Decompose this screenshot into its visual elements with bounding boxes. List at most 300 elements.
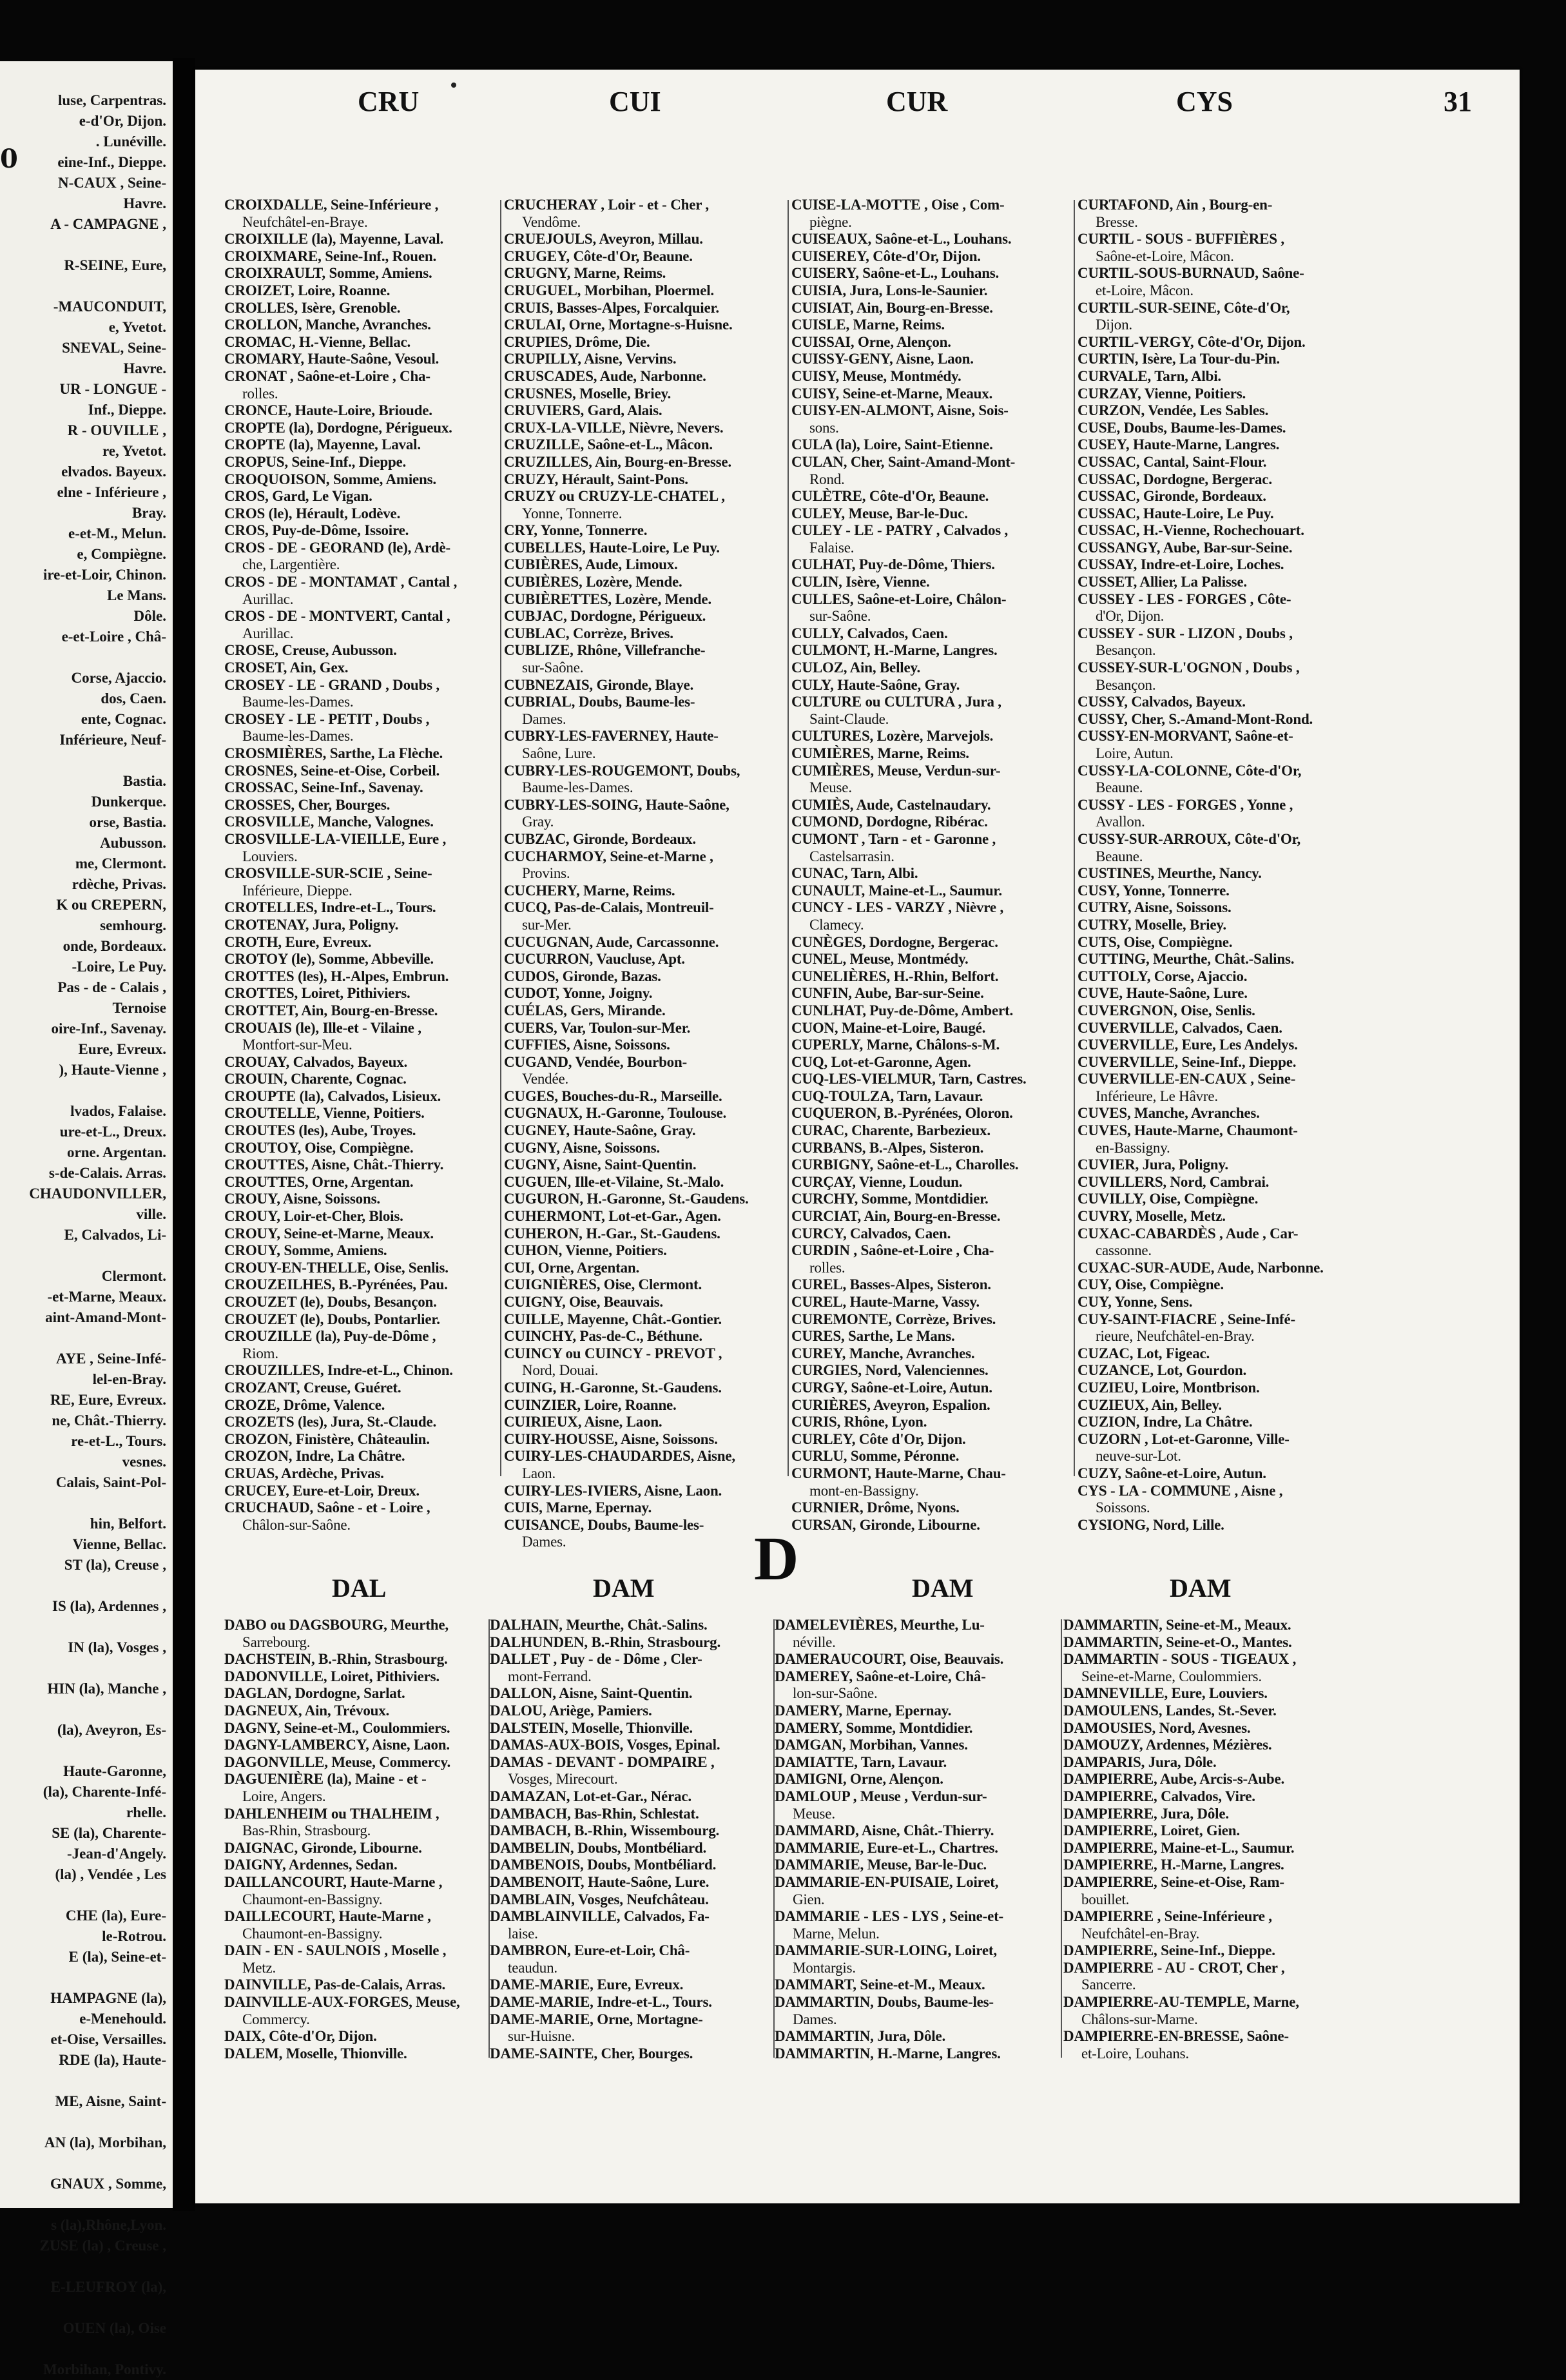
previous-page-line: [0, 2339, 169, 2359]
previous-page-line: Aubusson.: [100, 835, 166, 851]
gazetteer-entry: CROUY, Seine-et-Marne, Meaux.: [224, 1225, 434, 1242]
gazetteer-entry: CUQ-LES-VIELMUR, Tarn, Castres.: [791, 1071, 1027, 1088]
gazetteer-entry: CUZANCE, Lot, Gourdon.: [1078, 1362, 1247, 1379]
gazetteer-entry: CUGES, Bouches-du-R., Marseille.: [504, 1088, 722, 1104]
previous-page-line: IS (la), Ardennes ,: [52, 1598, 166, 1614]
gazetteer-entry: CUGAND, Vendée, Bourbon-: [504, 1053, 688, 1070]
gazetteer-entry: CRUEJOULS, Aveyron, Millau.: [504, 231, 703, 248]
previous-page-line: K ou CREPERN,: [56, 897, 166, 913]
gazetteer-entry: CUNAULT, Maine-et-L., Saumur.: [791, 882, 1002, 899]
previous-page-line: dos, Caen.: [101, 690, 166, 707]
gazetteer-entry: CUINCY ou CUINCY - PREVOT ,: [504, 1345, 722, 1361]
previous-page-line: ure-et-L., Dreux.: [59, 1124, 166, 1140]
gazetteer-entry: CURDIN , Saône-et-Loire , Cha-: [791, 1242, 994, 1259]
previous-page-line: luse, Carpentras.: [57, 92, 166, 108]
gazetteer-entry: CULEY, Meuse, Bar-le-Duc.: [791, 505, 968, 522]
gazetteer-entry: CROS - DE - MONTVERT, Cantal ,: [224, 608, 450, 625]
gazetteer-entry: DAMMARIE, Eure-et-L., Chartres.: [775, 1839, 998, 1856]
d-column-3: [775, 1617, 1058, 2062]
gazetteer-entry: DAMBELIN, Doubs, Montbéliard.: [490, 1839, 707, 1856]
entry-continuation: sur-Mer.: [522, 916, 572, 933]
gazetteer-entry: CYSIONG, Nord, Lille.: [1078, 1516, 1224, 1533]
previous-page-line: Bray.: [131, 505, 166, 521]
gazetteer-entry: CULTURES, Lozère, Marvejols.: [791, 728, 994, 745]
gazetteer-entry: CROPUS, Seine-Inf., Dieppe.: [224, 453, 407, 470]
gazetteer-entry: CUVERVILLE, Seine-Inf., Dieppe.: [1078, 1053, 1297, 1070]
gazetteer-entry: CROIXRAULT, Somme, Amiens.: [224, 265, 432, 282]
entry-continuation: lon-sur-Saône.: [793, 1685, 878, 1702]
entry-continuation: Vendée.: [522, 1071, 569, 1088]
gazetteer-entry: DAGUENIÈRE (la), Maine - et -: [224, 1771, 427, 1788]
previous-page-line: [0, 2153, 169, 2174]
previous-page-line: Dôle.: [133, 608, 166, 624]
gazetteer-entry: CUBIÈRETTES, Lozère, Mende.: [504, 590, 711, 607]
gazetteer-entry: DAME-SAINTE, Cher, Bourges.: [490, 2045, 693, 2062]
previous-page-line: Inf., Dieppe.: [88, 402, 166, 418]
entry-continuation: sons.: [809, 419, 839, 436]
entry-continuation: Gien.: [793, 1891, 825, 1907]
previous-page-line: Havre.: [123, 195, 166, 211]
gazetteer-entry: CULHAT, Puy-de-Dôme, Thiers.: [791, 556, 995, 573]
gazetteer-entry: DAIX, Côte-d'Or, Dijon.: [224, 2028, 377, 2045]
gazetteer-entry: CUZAC, Lot, Figeac.: [1078, 1345, 1210, 1361]
gazetteer-entry: CROUY, Loir-et-Cher, Blois.: [224, 1208, 403, 1225]
gazetteer-entry: DADONVILLE, Loiret, Pithiviers.: [224, 1668, 440, 1684]
gazetteer-entry: CUREY, Manche, Avranches.: [791, 1345, 975, 1361]
gazetteer-entry: CUGUEN, Ille-et-Vilaine, St.-Malo.: [504, 1173, 724, 1190]
entry-continuation: Vosges, Mirecourt.: [508, 1771, 618, 1788]
entry-continuation: sur-Saône.: [522, 659, 584, 676]
gazetteer-entry: CROMARY, Haute-Saône, Vesoul.: [224, 351, 440, 367]
entry-continuation: Meuse.: [793, 1805, 835, 1822]
previous-page-line: [0, 1080, 169, 1101]
gazetteer-entry: DAME-MARIE, Eure, Evreux.: [490, 1976, 684, 1993]
gazetteer-entry: CROZON, Finistère, Châteaulin.: [224, 1430, 430, 1447]
previous-page-line: hin, Belfort.: [90, 1516, 166, 1532]
gazetteer-entry: CROUZET (le), Doubs, Besançon.: [224, 1294, 437, 1310]
gazetteer-entry: CULTURE ou CULTURA , Jura ,: [791, 694, 1001, 710]
gazetteer-entry: DAMAS-AUX-BOIS, Vosges, Epinal.: [490, 1737, 720, 1753]
gazetteer-entry: CUHERMONT, Lot-et-Gar., Agen.: [504, 1208, 721, 1225]
gazetteer-entry: CUVRY, Moselle, Metz.: [1078, 1208, 1226, 1225]
gazetteer-entry: CUISIA, Jura, Lons-le-Saunier.: [791, 282, 988, 298]
gazetteer-entry: CROUTES (les), Aube, Troyes.: [224, 1122, 416, 1139]
entry-continuation: Avallon.: [1096, 814, 1145, 830]
previous-page-line: ire-et-Loir, Chinon.: [43, 567, 166, 583]
previous-page-line: me, Clermont.: [75, 855, 166, 872]
running-head-cys: CYS: [1176, 86, 1233, 117]
gazetteer-entry: CUISSAI, Orne, Alençon.: [791, 333, 951, 350]
gazetteer-entry: CRUSNES, Moselle, Briey.: [504, 385, 672, 402]
entry-continuation: Baume-les-Dames.: [242, 694, 354, 710]
previous-page-line: [0, 1493, 169, 1514]
gazetteer-entry: DAINVILLE-AUX-FORGES, Meuse,: [224, 1994, 460, 2011]
gazetteer-entry: DAMMART, Seine-et-M., Meaux.: [775, 1976, 985, 1993]
entry-continuation: teaudun.: [508, 1959, 557, 1976]
gazetteer-entry: CUBRY-LES-ROUGEMONT, Doubs,: [504, 762, 740, 779]
section-head-dam-3: DAM: [1170, 1574, 1232, 1603]
gazetteer-entry: CUSSY, Cher, S.-Amand-Mont-Rond.: [1078, 710, 1313, 727]
previous-page-line: re, Yvetot.: [102, 443, 166, 459]
entry-continuation: Riom.: [242, 1345, 278, 1361]
gazetteer-entry: DALSTEIN, Moselle, Thionville.: [490, 1719, 693, 1736]
gazetteer-entry: CUSY, Yonne, Tonnerre.: [1078, 882, 1230, 899]
gazetteer-entry: CUVE, Haute-Saône, Lure.: [1078, 985, 1248, 1002]
gazetteer-entry: CROSVILLE-LA-VIEILLE, Eure ,: [224, 830, 447, 847]
gazetteer-entry: CRUCHAUD, Saône - et - Loire ,: [224, 1499, 430, 1516]
gazetteer-entry: DAMPIERRE-EN-BRESSE, Saône-: [1063, 2028, 1289, 2045]
gazetteer-entry: DAGNY-LAMBERCY, Aisne, Laon.: [224, 1737, 450, 1753]
gazetteer-entry: CROS - DE - GEORAND (le), Ardè-: [224, 539, 450, 556]
gazetteer-entry: DAMMARTIN, Seine-et-O., Mantes.: [1063, 1634, 1292, 1650]
gazetteer-entry: CUILLE, Mayenne, Chât.-Gontier.: [504, 1311, 722, 1327]
gazetteer-entry: CUIRIEUX, Aisne, Laon.: [504, 1414, 662, 1430]
d-column-1: [224, 1617, 488, 2062]
gazetteer-entry: CROTTES (les), H.-Alpes, Embrun.: [224, 968, 449, 984]
previous-page-line: lel-en-Bray.: [92, 1371, 166, 1387]
gazetteer-entry: CUREMONTE, Corrèze, Brives.: [791, 1311, 996, 1327]
gazetteer-entry: DAMPIERRE, Loiret, Gien.: [1063, 1822, 1240, 1839]
gazetteer-entry: DAMMARTIN, Doubs, Baume-les-: [775, 1994, 994, 2011]
gazetteer-entry: CULÈTRE, Côte-d'Or, Beaune.: [791, 488, 989, 505]
gazetteer-entry: CUINZIER, Loire, Roanne.: [504, 1396, 677, 1413]
gazetteer-entry: CURGY, Saône-et-Loire, Autun.: [791, 1379, 992, 1396]
gazetteer-entry: DALOU, Ariège, Pamiers.: [490, 1702, 652, 1719]
gazetteer-entry: CUCURRON, Vaucluse, Apt.: [504, 951, 685, 968]
gazetteer-entry: DALLET , Puy - de - Dôme , Cler-: [490, 1651, 702, 1668]
page-number: 31: [1444, 86, 1472, 117]
previous-page-line: R-SEINE, Eure,: [64, 257, 166, 273]
gazetteer-entry: DAMOULENS, Landes, St.-Sever.: [1063, 1702, 1277, 1719]
gazetteer-entry: CUIRY-LES-IVIERS, Aisne, Laon.: [504, 1482, 722, 1499]
gazetteer-entry: CURES, Sarthe, Le Mans.: [791, 1328, 955, 1345]
previous-page-line: e-et-Loire , Châ-: [61, 629, 166, 645]
previous-page-line: [0, 1617, 169, 1637]
previous-page-line: ville.: [136, 1206, 166, 1222]
gazetteer-entry: CUMONT , Tarn - et - Garonne ,: [791, 830, 996, 847]
previous-page-line: Le Mans.: [107, 587, 166, 603]
previous-page-line: (la) , Vendée , Les: [55, 1866, 166, 1882]
previous-page-line: elne - Inférieure ,: [57, 484, 166, 500]
previous-page-line: semhourg.: [100, 917, 166, 933]
section-head-dal: DAL: [332, 1574, 387, 1603]
gazetteer-entry: DAMGAN, Morbihan, Vannes.: [775, 1737, 968, 1753]
previous-page-line: vesnes.: [122, 1454, 166, 1470]
column-rule: [500, 200, 501, 1476]
gazetteer-entry: CULOZ, Ain, Belley.: [791, 659, 921, 676]
gazetteer-entry: CUVIER, Jura, Poligny.: [1078, 1156, 1228, 1173]
entry-continuation: en-Bassigny.: [1096, 1139, 1170, 1156]
entry-continuation: Sancerre.: [1081, 1976, 1136, 1993]
gazetteer-entry: CROSE, Creuse, Aubusson.: [224, 642, 397, 659]
gazetteer-entry: DAMPIERRE, Seine-Inf., Dieppe.: [1063, 1942, 1275, 1959]
previous-page-line: le-Rotrou.: [102, 1928, 166, 1944]
entry-continuation: che, Largentière.: [242, 556, 340, 573]
column-2: [504, 197, 775, 1551]
previous-page-line: [0, 235, 169, 255]
entry-continuation: Castelsarrasin.: [809, 848, 894, 864]
gazetteer-entry: CRUZILLE, Saône-et-L., Mâcon.: [504, 436, 713, 453]
gazetteer-entry: CUXAC-SUR-AUDE, Aude, Narbonne.: [1078, 1259, 1324, 1276]
previous-page-line: (la), Charente-Infé-: [43, 1784, 166, 1800]
gazetteer-entry: CROUTTES, Aisne, Chât.-Thierry.: [224, 1156, 444, 1173]
gazetteer-entry: CURMONT, Haute-Marne, Chau-: [791, 1465, 1006, 1481]
entry-continuation: Aurillac.: [242, 590, 294, 607]
gazetteer-entry: CUTTING, Meurthe, Chât.-Salins.: [1078, 951, 1295, 968]
previous-page-line: Corse, Ajaccio.: [71, 670, 166, 686]
gazetteer-entry: DAMPIERRE , Seine-Inférieure ,: [1063, 1908, 1272, 1925]
previous-page-fragment: [0, 61, 173, 2377]
gazetteer-entry: CROUZILLES, Indre-et-L., Chinon.: [224, 1362, 453, 1379]
entry-continuation: mont-Ferrand.: [508, 1668, 592, 1684]
gazetteer-entry: CUZY, Saône-et-Loire, Autun.: [1078, 1465, 1266, 1481]
gazetteer-entry: DAME-MARIE, Indre-et-L., Tours.: [490, 1994, 712, 2011]
gazetteer-entry: CROIXDALLE, Seine-Inférieure ,: [224, 197, 439, 213]
gazetteer-entry: CUZIEU, Loire, Montbrison.: [1078, 1379, 1260, 1396]
gazetteer-entry: CRUVIERS, Gard, Alais.: [504, 402, 662, 419]
gazetteer-entry: CUBLAC, Corrèze, Brives.: [504, 625, 673, 641]
entry-continuation: Besançon.: [1096, 642, 1156, 659]
gazetteer-entry: CROUTOY, Oise, Compiègne.: [224, 1139, 414, 1156]
gazetteer-entry: CROPTE (la), Dordogne, Périgueux.: [224, 419, 452, 436]
gazetteer-entry: CYS - LA - COMMUNE , Aisne ,: [1078, 1482, 1283, 1499]
gazetteer-entry: CRUCEY, Eure-et-Loir, Dreux.: [224, 1482, 420, 1499]
gazetteer-entry: CURTIL-SUR-SEINE, Côte-d'Or,: [1078, 299, 1290, 316]
previous-page-line: -et-Marne, Meaux.: [47, 1289, 166, 1305]
gazetteer-entry: DALEM, Moselle, Thionville.: [224, 2045, 407, 2062]
gazetteer-entry: CUVILLY, Oise, Compiègne.: [1078, 1191, 1259, 1207]
entry-continuation: Baume-les-Dames.: [242, 728, 354, 745]
gazetteer-entry: DAMMARTIN, Jura, Dôle.: [775, 2028, 946, 2045]
gazetteer-entry: DAMAS - DEVANT - DOMPAIRE ,: [490, 1753, 715, 1770]
d-column-4: [1063, 1617, 1347, 2062]
gazetteer-entry: CURBANS, B.-Alpes, Sisteron.: [791, 1139, 984, 1156]
book-gutter: [173, 58, 195, 2211]
gazetteer-entry: CROS, Gard, Le Vigan.: [224, 488, 372, 505]
previous-page-line: R - OUVILLE ,: [67, 422, 166, 438]
previous-page-line: CHAUDONVILLER,: [29, 1185, 166, 1202]
section-head-dam-2: DAM: [912, 1574, 974, 1603]
previous-page-line: e-et-M., Melun.: [68, 525, 166, 541]
entry-continuation: Dames.: [793, 2011, 837, 2027]
entry-continuation: Saône-et-Loire, Mâcon.: [1096, 248, 1234, 264]
gazetteer-entry: CURGIES, Nord, Valenciennes.: [791, 1362, 989, 1379]
gazetteer-entry: CUVERVILLE, Calvados, Caen.: [1078, 1019, 1282, 1036]
gazetteer-entry: CROIZET, Loire, Roanne.: [224, 282, 391, 298]
entry-continuation: mont-en-Bassigny.: [809, 1482, 919, 1499]
gazetteer-entry: CUISY-EN-ALMONT, Aisne, Sois-: [791, 402, 1009, 419]
gazetteer-entry: CURLEY, Côte d'Or, Dijon.: [791, 1430, 966, 1447]
gazetteer-entry: CURSAN, Gironde, Libourne.: [791, 1516, 980, 1533]
entry-continuation: Bas-Rhin, Strasbourg.: [242, 1822, 371, 1839]
gazetteer-entry: CURLU, Somme, Péronne.: [791, 1448, 960, 1465]
gazetteer-entry: CUTTOLY, Corse, Ajaccio.: [1078, 968, 1248, 984]
section-head-dam-1: DAM: [593, 1574, 655, 1603]
entry-continuation: sur-Huisne.: [508, 2028, 575, 2045]
gazetteer-entry: CULEY - LE - PATRY , Calvados ,: [791, 522, 1009, 539]
previous-page-line: elvados. Bayeux.: [61, 463, 166, 480]
gazetteer-entry: CUZIEUX, Ain, Belley.: [1078, 1396, 1222, 1413]
entry-continuation: Châlon-sur-Saône.: [242, 1516, 351, 1533]
gazetteer-entry: CURTIN, Isère, La Tour-du-Pin.: [1078, 351, 1280, 367]
gazetteer-entry: DAMERAUCOURT, Oise, Beauvais.: [775, 1651, 1004, 1668]
entry-continuation: laise.: [508, 1925, 538, 1942]
gazetteer-entry: CUBIÈRES, Lozère, Mende.: [504, 574, 682, 590]
gazetteer-entry: CROS, Puy-de-Dôme, Issoire.: [224, 522, 409, 539]
column-4: [1078, 197, 1351, 1534]
gazetteer-entry: CRONAT , Saône-et-Loire , Cha-: [224, 367, 430, 384]
previous-page-line: [0, 1245, 169, 1266]
gazetteer-entry: CROSEY - LE - GRAND , Doubs ,: [224, 676, 440, 693]
gazetteer-entry: DAGNY, Seine-et-M., Coulommiers.: [224, 1719, 450, 1736]
gazetteer-entry: DAMPIERRE-AU-TEMPLE, Marne,: [1063, 1994, 1299, 2011]
gazetteer-entry: CUBRIAL, Doubs, Baume-les-: [504, 694, 695, 710]
gazetteer-entry: CUTS, Oise, Compiègne.: [1078, 933, 1233, 950]
previous-page-line: Morbihan, Pontivy.: [43, 2361, 166, 2377]
gazetteer-entry: CURZAY, Vienne, Poitiers.: [1078, 385, 1246, 402]
previous-page-line: ME, Aisne, Saint-: [55, 2093, 166, 2109]
previous-page-text: [0, 90, 169, 2380]
gazetteer-entry: CROSET, Ain, Gex.: [224, 659, 349, 676]
gazetteer-entry: CUIGNIÈRES, Oise, Clermont.: [504, 1276, 702, 1293]
previous-page-line: [0, 1575, 169, 1596]
entry-continuation: Beaune.: [1096, 779, 1143, 796]
gazetteer-entry: CUNLHAT, Puy-de-Dôme, Ambert.: [791, 1002, 1014, 1019]
previous-page-line: ST (la), Creuse ,: [64, 1557, 166, 1573]
previous-page-line: . Lunéville.: [95, 133, 166, 150]
previous-page-line: N-CAUX , Seine-: [57, 175, 166, 191]
entry-continuation: Beaune.: [1096, 848, 1143, 864]
entry-continuation: sur-Saône.: [809, 608, 871, 625]
gazetteer-entry: CUY-SAINT-FIACRE , Seine-Infé-: [1078, 1311, 1295, 1327]
gazetteer-entry: CRUZY ou CRUZY-LE-CHATEL ,: [504, 488, 725, 505]
gazetteer-entry: CRUIS, Basses-Alpes, Forcalquier.: [504, 299, 719, 316]
entry-continuation: Commercy.: [242, 2011, 310, 2027]
gazetteer-entry: DAME-MARIE, Orne, Mortagne-: [490, 2011, 703, 2027]
gazetteer-entry: CUSSAC, Gironde, Bordeaux.: [1078, 488, 1266, 505]
entry-continuation: Inférieure, Dieppe.: [242, 882, 353, 899]
gazetteer-entry: DAMPARIS, Jura, Dôle.: [1063, 1753, 1217, 1770]
gazetteer-entry: CROTOY (le), Somme, Abbeville.: [224, 951, 434, 968]
previous-page-line: ne, Chât.-Thierry.: [52, 1412, 166, 1429]
entry-continuation: Nord, Douai.: [522, 1362, 599, 1379]
entry-continuation: Baume-les-Dames.: [522, 779, 633, 796]
gazetteer-entry: CUMIÈS, Aude, Castelnaudary.: [791, 796, 991, 813]
gazetteer-entry: CUMIÈRES, Marne, Reims.: [791, 745, 969, 761]
previous-page-line: OUEN (la), Oise: [63, 2320, 166, 2336]
previous-page-line: Calais, Saint-Pol-: [55, 1474, 166, 1490]
gazetteer-entry: CRUPILLY, Aisne, Vervins.: [504, 351, 677, 367]
entry-continuation: Marne, Melun.: [793, 1925, 880, 1942]
entry-continuation: Montargis.: [793, 1959, 856, 1976]
gazetteer-entry: DAMBLAINVILLE, Calvados, Fa-: [490, 1908, 710, 1925]
gazetteer-entry: CUCHERY, Marne, Reims.: [504, 882, 675, 899]
gazetteer-entry: CROUY, Aisne, Soissons.: [224, 1191, 380, 1207]
gazetteer-entry: CUISE-LA-MOTTE , Oise , Com-: [791, 197, 1005, 213]
gazetteer-entry: CUDOT, Yonne, Joigny.: [504, 985, 653, 1002]
gazetteer-entry: CUHERON, H.-Gar., St.-Gaudens.: [504, 1225, 720, 1242]
gazetteer-entry: CROLLES, Isère, Grenoble.: [224, 299, 401, 316]
gazetteer-entry: CUIRY-HOUSSE, Aisne, Soissons.: [504, 1430, 718, 1447]
gazetteer-entry: DAIN - EN - SAULNOIS , Moselle ,: [224, 1942, 447, 1959]
gazetteer-entry: CUNÈGES, Dordogne, Bergerac.: [791, 933, 998, 950]
gazetteer-entry: CRUGNY, Marne, Reims.: [504, 265, 666, 282]
gazetteer-entry: CROUPTE (la), Calvados, Lisieux.: [224, 1088, 441, 1104]
gazetteer-entry: DALHAIN, Meurthe, Chât.-Salins.: [490, 1617, 708, 1633]
gazetteer-entry: CUTRY, Moselle, Briey.: [1078, 916, 1226, 933]
previous-page-line: [0, 1741, 169, 1761]
gazetteer-entry: CUSSEY - LES - FORGES , Côte-: [1078, 590, 1291, 607]
gazetteer-entry: CROTTET, Ain, Bourg-en-Bresse.: [224, 1002, 438, 1019]
gazetteer-entry: CURTIL-VERGY, Côte-d'Or, Dijon.: [1078, 333, 1306, 350]
entry-continuation: Yonne, Tonnerre.: [522, 505, 623, 522]
gazetteer-entry: CROTELLES, Indre-et-L., Tours.: [224, 899, 436, 916]
gazetteer-entry: CUSSY-EN-MORVANT, Saône-et-: [1078, 728, 1293, 745]
previous-page-line: rhelle.: [126, 1804, 166, 1820]
gazetteer-entry: CURBIGNY, Saône-et-L., Charolles.: [791, 1156, 1019, 1173]
gazetteer-entry: CUISANCE, Doubs, Baume-les-: [504, 1516, 704, 1533]
gazetteer-entry: CUSSEY - SUR - LIZON , Doubs ,: [1078, 625, 1293, 641]
entry-continuation: Metz.: [242, 1959, 276, 1976]
gazetteer-entry: DACHSTEIN, B.-Rhin, Strasbourg.: [224, 1651, 448, 1668]
previous-page-line: orne. Argentan.: [67, 1144, 166, 1160]
previous-page-line: HAMPAGNE (la),: [50, 1990, 166, 2006]
gazetteer-entry: CUISLE, Marne, Reims.: [791, 317, 945, 333]
gazetteer-entry: CULMONT, H.-Marne, Langres.: [791, 642, 998, 659]
previous-page-line: Eure, Evreux.: [78, 1041, 166, 1057]
entry-continuation: Loire, Autun.: [1096, 745, 1174, 761]
previous-page-line: [0, 647, 169, 668]
entry-continuation: Vendôme.: [522, 213, 581, 230]
gazetteer-entry: CRONCE, Haute-Loire, Brioude.: [224, 402, 432, 419]
column-rule: [1061, 1619, 1062, 2058]
entry-continuation: Rond.: [809, 471, 845, 487]
previous-page-line: e-d'Or, Dijon.: [79, 113, 166, 129]
previous-page-line: [0, 1885, 169, 1906]
entry-continuation: Chaumont-en-Bassigny.: [242, 1891, 383, 1907]
gazetteer-entry: DAILLANCOURT, Haute-Marne ,: [224, 1873, 443, 1890]
gazetteer-entry: CROS - DE - MONTAMAT , Cantal ,: [224, 574, 458, 590]
gazetteer-entry: CUHON, Vienne, Poitiers.: [504, 1242, 667, 1259]
entry-continuation: Soissons.: [1096, 1499, 1150, 1516]
previous-page-line: E, Calvados, Li-: [64, 1227, 166, 1243]
gazetteer-entry: DAMIATTE, Tarn, Lavaur.: [775, 1753, 947, 1770]
gazetteer-entry: CUXAC-CABARDÈS , Aude , Car-: [1078, 1225, 1299, 1242]
gazetteer-entry: CRUZY, Hérault, Saint-Pons.: [504, 471, 688, 487]
previous-page-line: [0, 2256, 169, 2277]
gazetteer-entry: DAMBACH, Bas-Rhin, Schlestat.: [490, 1805, 699, 1822]
gazetteer-entry: CROSSES, Cher, Bourges.: [224, 796, 391, 813]
gazetteer-entry: CUISEAUX, Saône-et-L., Louhans.: [791, 231, 1012, 248]
previous-page-line: GNAUX , Somme,: [50, 2176, 166, 2192]
gazetteer-entry: CRULAI, Orne, Mortagne-s-Huisne.: [504, 317, 733, 333]
gazetteer-entry: CUSSAY, Indre-et-Loire, Loches.: [1078, 556, 1284, 573]
gazetteer-entry: CULA (la), Loire, Saint-Etienne.: [791, 436, 993, 453]
gazetteer-entry: CUFFIES, Aisne, Soissons.: [504, 1037, 670, 1053]
entry-continuation: Inférieure, Le Hâvre.: [1096, 1088, 1218, 1104]
gazetteer-entry: CUIS, Marne, Epernay.: [504, 1499, 652, 1516]
gazetteer-entry: CUBZAC, Gironde, Bordeaux.: [504, 830, 696, 847]
gazetteer-entry: CROUY, Somme, Amiens.: [224, 1242, 387, 1259]
gazetteer-entry: CULY, Haute-Saône, Gray.: [791, 676, 960, 693]
previous-page-line: lvados, Falaise.: [70, 1103, 166, 1119]
gazetteer-entry: CUREL, Haute-Marne, Vassy.: [791, 1294, 980, 1310]
gazetteer-entry: CUZION, Indre, La Châtre.: [1078, 1414, 1253, 1430]
gazetteer-entry: CUVERGNON, Oise, Senlis.: [1078, 1002, 1255, 1019]
gazetteer-entry: DAGNEUX, Ain, Trévoux.: [224, 1702, 390, 1719]
gazetteer-entry: CURTAFOND, Ain , Bourg-en-: [1078, 197, 1273, 213]
previous-page-line: re-et-L., Tours.: [71, 1433, 166, 1449]
